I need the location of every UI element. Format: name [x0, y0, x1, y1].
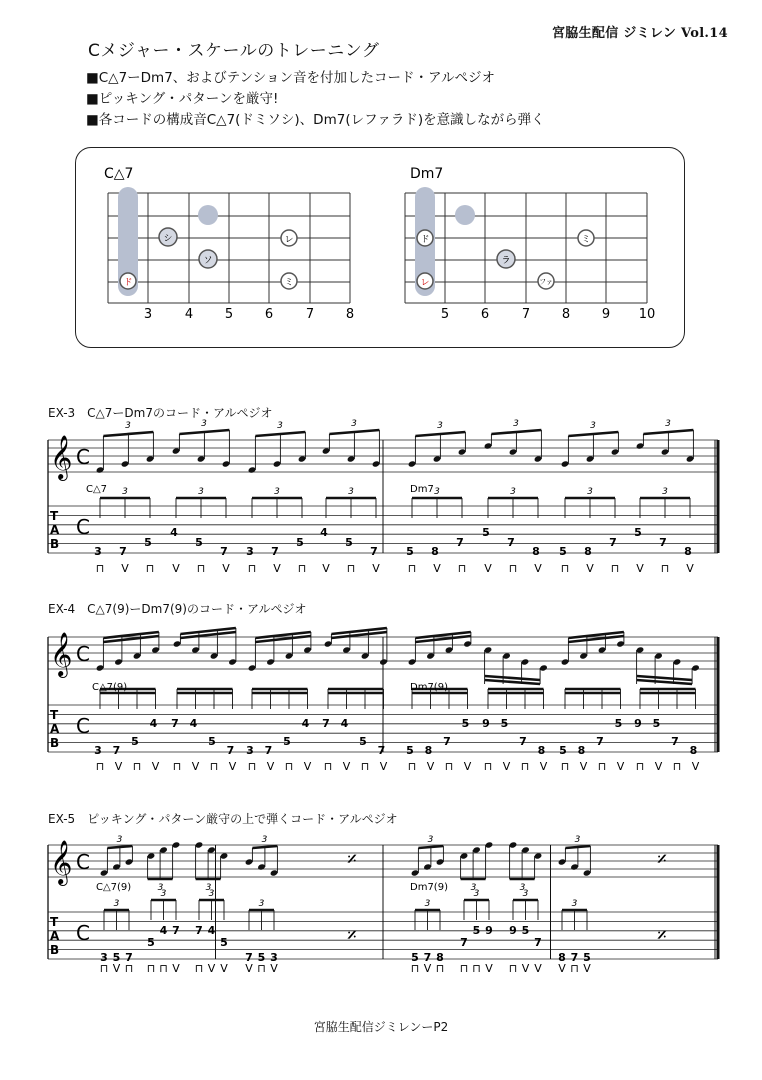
- picking-mark: ⊓: [508, 962, 518, 975]
- tab-number: 7: [125, 951, 133, 964]
- tab-number: 5: [144, 536, 152, 549]
- fret-number: 10: [638, 307, 656, 322]
- tab-number: 7: [570, 951, 579, 964]
- tab-number: 7: [377, 744, 386, 757]
- picking-mark: V: [691, 760, 700, 773]
- tab-clef: B: [50, 736, 60, 750]
- picking-mark: ⊓: [284, 760, 294, 773]
- tab-number: 8: [436, 951, 444, 964]
- tab-number: 5: [559, 744, 567, 757]
- triplet-mark: 3: [519, 883, 526, 893]
- triplet-mark: 3: [258, 899, 265, 909]
- tab-number: 8: [424, 744, 433, 757]
- tab-number: 8: [431, 545, 439, 558]
- picking-mark: ⊓: [660, 562, 670, 575]
- beam: [565, 846, 590, 848]
- tab-number: 7: [171, 717, 179, 730]
- tab-number: 7: [271, 545, 279, 558]
- note-label: ソ: [203, 256, 213, 266]
- picking-mark: ⊓: [124, 962, 134, 975]
- picking-mark: ⊓: [257, 962, 266, 975]
- picking-mark: V: [636, 562, 644, 575]
- time-signature: C: [76, 714, 90, 738]
- measure-repeat: 𝄎: [347, 923, 357, 947]
- triplet-mark: 3: [437, 421, 443, 431]
- picking-mark: V: [583, 962, 591, 975]
- tab-number: 5: [112, 951, 121, 964]
- triplet-mark: 3: [113, 899, 120, 909]
- treble-clef: 𝄞: [50, 840, 73, 884]
- fret-number: 8: [345, 307, 355, 322]
- chord-symbol: C△7(9): [96, 882, 132, 893]
- tab-number: 5: [461, 717, 470, 730]
- chord-symbol: C△7: [86, 484, 108, 495]
- tab-number: 5: [131, 735, 139, 748]
- picking-mark: V: [484, 562, 492, 575]
- picking-mark: V: [151, 760, 160, 773]
- picking-mark: ⊓: [159, 962, 168, 975]
- picking-mark: V: [423, 962, 432, 975]
- picking-mark: ⊓: [323, 760, 333, 773]
- tab-number: 3: [246, 545, 254, 558]
- fret-number: 4: [184, 307, 194, 322]
- time-signature: C: [76, 921, 90, 945]
- picking-mark: V: [586, 562, 594, 575]
- chord-symbol: Dm7(9): [410, 882, 448, 893]
- picking-mark: V: [172, 562, 180, 575]
- tab-number: 8: [577, 744, 586, 757]
- tab-number: 4: [301, 717, 310, 730]
- triplet-mark: 3: [665, 419, 671, 429]
- tab-number: 3: [270, 951, 278, 964]
- tab-number: 5: [283, 735, 291, 748]
- note-label: レ: [284, 235, 294, 245]
- tab-number: 4: [207, 924, 216, 937]
- tab-number: 5: [359, 735, 367, 748]
- tab-number: 4: [340, 717, 349, 730]
- fret-number: 9: [601, 307, 611, 322]
- triplet-mark: 3: [261, 835, 268, 845]
- picking-mark: ⊓: [95, 760, 105, 773]
- measure-repeat: 𝄎: [657, 847, 667, 871]
- tab-number: 8: [689, 744, 698, 757]
- picking-mark: ⊓: [560, 562, 570, 575]
- tab-number: 7: [172, 924, 180, 937]
- tab-number: 9: [634, 717, 642, 730]
- picking-mark: ⊓: [407, 760, 417, 773]
- picking-mark: ⊓: [483, 760, 493, 773]
- picking-mark: ⊓: [570, 962, 579, 975]
- triplet-mark: 3: [434, 487, 440, 497]
- note-label: シ: [163, 234, 173, 244]
- picking-mark: V: [534, 562, 542, 575]
- picking-mark: ⊓: [145, 562, 155, 575]
- tab-number: 5: [472, 924, 481, 937]
- picking-mark: ⊓: [672, 760, 682, 773]
- tab-number: 5: [406, 545, 414, 558]
- ex5-label: EX-5 ピッキング・パターン厳守の上で弾くコード・アルペジオ: [48, 812, 398, 826]
- triplet-mark: 3: [198, 487, 204, 497]
- tab-clef: B: [50, 943, 60, 957]
- tab-number: 3: [246, 744, 254, 757]
- tab-number: 7: [370, 545, 378, 558]
- tab-number: 8: [558, 951, 566, 964]
- picking-mark: V: [222, 562, 230, 575]
- page-title: Cメジャー・スケールのトレーニング: [88, 41, 380, 61]
- triplet-mark: 3: [122, 487, 128, 497]
- picking-mark: V: [579, 760, 588, 773]
- tab-number: 9: [482, 717, 490, 730]
- tab-number: 5: [208, 735, 216, 748]
- tab-number: 4: [170, 526, 178, 539]
- picking-mark: V: [266, 760, 275, 773]
- picking-mark: ⊓: [209, 760, 219, 773]
- triplet-mark: 3: [662, 487, 668, 497]
- measure-repeat: 𝄎: [347, 847, 357, 871]
- triplet-mark: 3: [473, 889, 480, 899]
- beam: [418, 846, 443, 848]
- bullet-3: ■各コードの構成音C△7(ドミソシ)、Dm7(レファラド)を意識しながら弾く: [86, 112, 545, 128]
- tab-number: 7: [119, 545, 127, 558]
- tab-number: 5: [147, 936, 155, 949]
- chord-symbol: C△7(9): [92, 682, 128, 693]
- picking-mark: ⊓: [247, 760, 257, 773]
- picking-mark: V: [121, 562, 129, 575]
- tab-number: 8: [684, 545, 692, 558]
- tab-number: 5: [521, 924, 530, 937]
- fret-number: 6: [264, 307, 274, 322]
- note-label: ド: [123, 278, 133, 288]
- chord-symbol: Dm7: [410, 484, 434, 495]
- page-footer: 宮脇生配信ジミレンーP2: [313, 1020, 449, 1034]
- tab-number: 7: [322, 717, 330, 730]
- picking-mark: V: [485, 962, 493, 975]
- tab-number: 7: [264, 744, 273, 757]
- picking-mark: V: [228, 760, 237, 773]
- tab-number: 7: [423, 951, 432, 964]
- treble-clef: 𝄞: [50, 632, 73, 676]
- triplet-mark: 3: [587, 487, 593, 497]
- picking-mark: ⊓: [472, 962, 481, 975]
- triplet-mark: 3: [348, 487, 354, 497]
- tab-number: 5: [411, 951, 419, 964]
- tab-clef: B: [50, 537, 60, 551]
- time-signature: C: [76, 515, 90, 539]
- picking-mark: ⊓: [560, 760, 570, 773]
- picking-mark: ⊓: [597, 760, 607, 773]
- triplet-mark: 3: [590, 421, 596, 431]
- chord-symbol: Dm7(9): [410, 682, 448, 693]
- ex3-label: EX-3 C△7ーDm7のコード・アルペジオ: [48, 406, 273, 420]
- triplet-mark: 3: [424, 899, 431, 909]
- picking-mark: ⊓: [508, 562, 518, 575]
- picking-mark: V: [463, 760, 472, 773]
- fretboard-chord-name: Dm7: [410, 166, 444, 182]
- fret-number: 5: [224, 307, 234, 322]
- picking-mark: V: [686, 562, 694, 575]
- triplet-mark: 3: [201, 419, 207, 429]
- tab-number: 8: [532, 545, 540, 558]
- picking-mark: V: [322, 562, 330, 575]
- tab-number: 5: [614, 717, 623, 730]
- tab-clef: A: [50, 722, 60, 736]
- triplet-mark: 3: [351, 419, 357, 429]
- note-label: ミ: [581, 235, 591, 245]
- picking-mark: V: [372, 562, 380, 575]
- beam: [107, 846, 132, 848]
- picking-mark: ⊓: [99, 962, 109, 975]
- picking-mark: ⊓: [196, 562, 206, 575]
- triplet-mark: 3: [574, 835, 581, 845]
- fret-number: 3: [143, 307, 153, 322]
- picking-mark: ⊓: [407, 562, 417, 575]
- picking-mark: V: [433, 562, 441, 575]
- picking-mark: ⊓: [410, 962, 420, 975]
- picking-mark: V: [502, 760, 511, 773]
- bullet-2: ■ピッキング・パターンを厳守!: [86, 91, 279, 107]
- picking-mark: ⊓: [459, 962, 469, 975]
- triplet-mark: 3: [522, 889, 529, 899]
- tab-number: 5: [257, 951, 266, 964]
- tab-number: 7: [443, 735, 451, 748]
- tab-number: 7: [534, 936, 542, 949]
- tab-number: 4: [320, 526, 328, 539]
- picking-mark: ⊓: [444, 760, 454, 773]
- series-title: 宮脇生配信 ジミレン Vol.14: [552, 26, 728, 41]
- tab-number: 8: [584, 545, 592, 558]
- tab-number: 5: [634, 526, 642, 539]
- time-signature: C: [76, 642, 90, 666]
- triplet-mark: 3: [116, 835, 123, 845]
- tab-number: 5: [652, 717, 661, 730]
- fret-number: 5: [440, 307, 450, 322]
- picking-mark: V: [342, 760, 351, 773]
- tab-number: 4: [149, 717, 158, 730]
- triplet-mark: 3: [571, 899, 578, 909]
- tab-number: 7: [460, 936, 468, 949]
- fretboard-chord-name: C△7: [104, 166, 134, 182]
- tab-number: 5: [195, 536, 203, 549]
- picking-mark: V: [616, 760, 625, 773]
- note-label: ミ: [284, 278, 294, 288]
- picking-mark: ⊓: [95, 562, 105, 575]
- picking-mark: V: [558, 962, 566, 975]
- tab-number: 8: [537, 744, 546, 757]
- tab-number: 7: [112, 744, 121, 757]
- picking-mark: V: [172, 962, 180, 975]
- tab-number: 7: [609, 536, 617, 549]
- tab-number: 4: [159, 924, 168, 937]
- picking-mark: V: [112, 962, 121, 975]
- time-signature: C: [76, 850, 90, 874]
- picking-mark: ⊓: [247, 562, 257, 575]
- picking-mark: V: [426, 760, 435, 773]
- picking-mark: V: [539, 760, 548, 773]
- note-label: ファ: [539, 278, 553, 286]
- tab-clef: T: [50, 915, 59, 929]
- tab-number: 5: [583, 951, 591, 964]
- picking-mark: ⊓: [194, 962, 204, 975]
- measure-repeat: 𝄎: [657, 923, 667, 947]
- triplet-mark: 3: [470, 883, 477, 893]
- fret-number: 6: [480, 307, 490, 322]
- picking-mark: V: [521, 962, 530, 975]
- tab-number: 5: [500, 717, 509, 730]
- picking-mark: V: [220, 962, 228, 975]
- tab-number: 5: [345, 536, 353, 549]
- tab-number: 7: [519, 735, 527, 748]
- triplet-mark: 3: [208, 889, 215, 899]
- triplet-mark: 3: [125, 421, 131, 431]
- tab-number: 5: [406, 744, 414, 757]
- picking-mark: V: [207, 962, 216, 975]
- tab-number: 7: [659, 536, 667, 549]
- picking-mark: ⊓: [346, 562, 356, 575]
- beam: [252, 846, 277, 848]
- triplet-mark: 3: [513, 419, 519, 429]
- tab-number: 3: [94, 744, 102, 757]
- bullet-1: ■C△7ーDm7、およびテンション音を付加したコード・アルペジオ: [86, 70, 495, 86]
- fret-number: 8: [561, 307, 571, 322]
- tab-number: 7: [245, 951, 253, 964]
- triplet-mark: 3: [510, 487, 516, 497]
- tab-number: 7: [456, 536, 464, 549]
- picking-mark: V: [270, 962, 278, 975]
- tab-clef: A: [50, 929, 60, 943]
- picking-mark: V: [114, 760, 123, 773]
- tab-number: 3: [94, 545, 102, 558]
- tab-number: 5: [220, 936, 228, 949]
- time-signature: C: [76, 445, 90, 469]
- note-label: レ: [420, 278, 430, 288]
- tab-number: 3: [100, 951, 108, 964]
- triplet-mark: 3: [274, 487, 280, 497]
- picking-mark: V: [245, 962, 253, 975]
- picking-mark: ⊓: [457, 562, 467, 575]
- ex4-label: EX-4 C△7(9)ーDm7(9)のコード・アルペジオ: [48, 602, 307, 616]
- picking-mark: ⊓: [297, 562, 307, 575]
- note-label: ド: [420, 235, 430, 245]
- tab-number: 4: [189, 717, 198, 730]
- tab-number: 7: [220, 545, 228, 558]
- tab-number: 7: [507, 536, 515, 549]
- picking-mark: V: [303, 760, 312, 773]
- picking-mark: V: [273, 562, 281, 575]
- tab-number: 5: [482, 526, 490, 539]
- picking-mark: ⊓: [635, 760, 645, 773]
- picking-mark: V: [379, 760, 388, 773]
- triplet-mark: 3: [160, 889, 167, 899]
- picking-mark: ⊓: [435, 962, 445, 975]
- picking-mark: ⊓: [146, 962, 156, 975]
- picking-mark: ⊓: [610, 562, 620, 575]
- tab-number: 7: [671, 735, 679, 748]
- fret-number: 7: [305, 307, 315, 322]
- picking-mark: ⊓: [520, 760, 530, 773]
- tab-clef: A: [50, 523, 60, 537]
- tab-number: 7: [195, 924, 203, 937]
- tab-clef: T: [50, 708, 59, 722]
- treble-clef: 𝄞: [50, 435, 73, 479]
- tab-number: 9: [509, 924, 517, 937]
- fret-number: 7: [521, 307, 531, 322]
- triplet-mark: 3: [157, 883, 164, 893]
- tab-number: 5: [559, 545, 567, 558]
- tab-number: 9: [485, 924, 493, 937]
- picking-mark: V: [191, 760, 200, 773]
- triplet-mark: 3: [277, 421, 283, 431]
- triplet-mark: 3: [427, 835, 434, 845]
- tab-number: 5: [296, 536, 304, 549]
- tab-number: 7: [596, 735, 604, 748]
- tab-clef: T: [50, 509, 59, 523]
- picking-mark: V: [654, 760, 663, 773]
- picking-mark: ⊓: [360, 760, 370, 773]
- tab-number: 7: [226, 744, 235, 757]
- picking-mark: V: [534, 962, 542, 975]
- triplet-mark: 3: [205, 883, 212, 893]
- picking-mark: ⊓: [132, 760, 142, 773]
- note-label: ラ: [501, 256, 511, 266]
- picking-mark: ⊓: [172, 760, 182, 773]
